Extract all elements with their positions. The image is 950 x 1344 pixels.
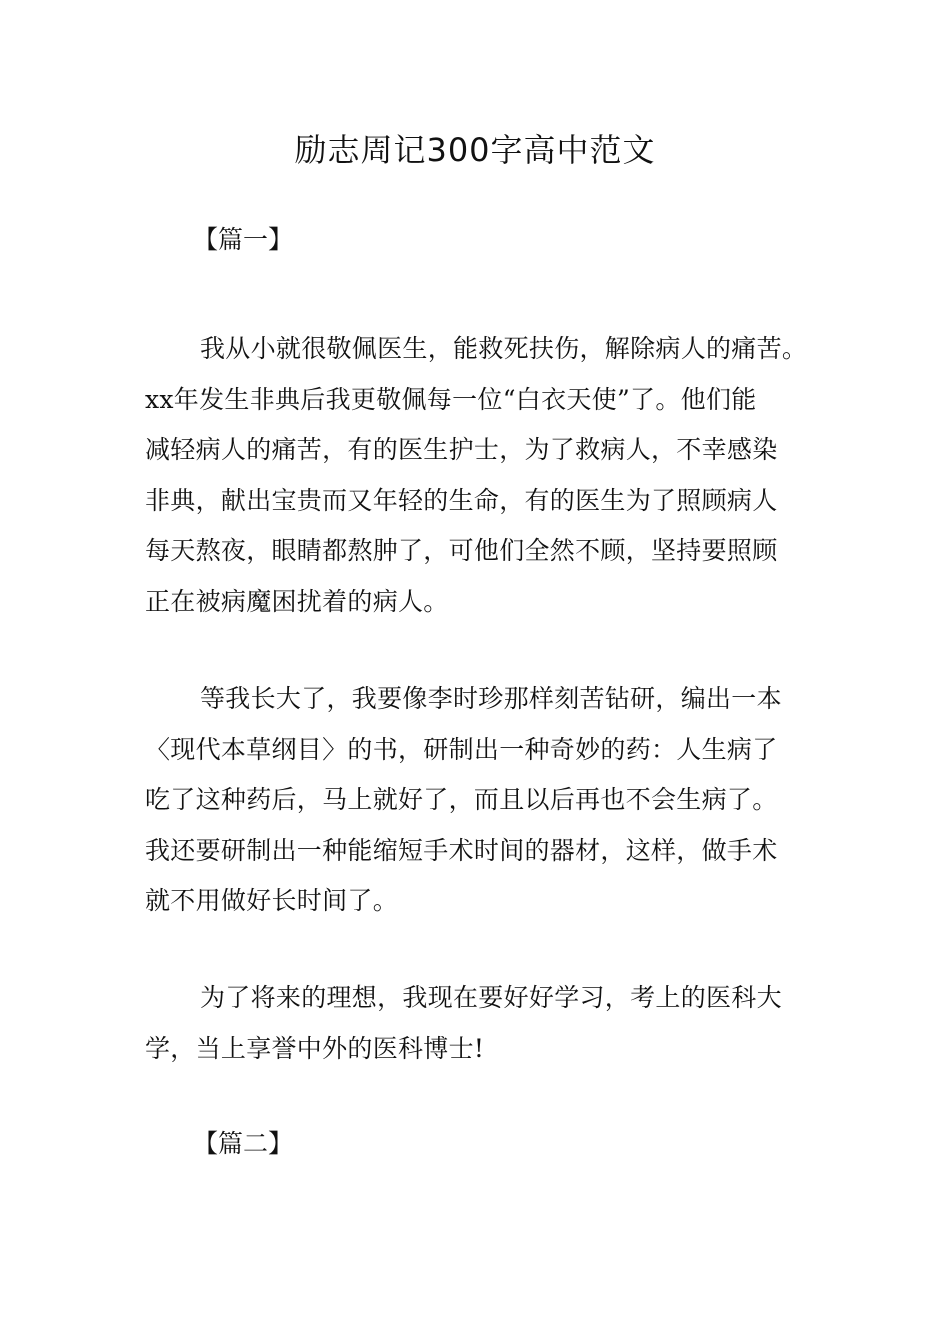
section-heading-2: 【篇二】 — [193, 1129, 294, 1158]
paragraph-line: 每天熬夜，眼睛都熬肿了，可他们全然不顾，坚持要照顾 — [145, 536, 778, 565]
paragraph-line: 我从小就很敬佩医生，能救死扶伤，解除病人的痛苦。 — [200, 334, 808, 363]
paragraph-line: 为了将来的理想，我现在要好好学习，考上的医科大 — [200, 983, 782, 1012]
paragraph-line: 我还要研制出一种能缩短手术时间的器材，这样，做手术 — [145, 835, 778, 865]
paragraph-line: 非典，献出宝贵而又年轻的生命，有的医生为了照顾病人 — [145, 485, 778, 515]
paragraph-line: 吃了这种药后，马上就好了，而且以后再也不会生病了。 — [145, 785, 778, 814]
paragraph-3 — [145, 973, 835, 1074]
paragraph-line: xx年发生非典后我更敬佩每一位“白衣天使”了。他们能 — [145, 384, 757, 414]
paragraph-1 — [145, 324, 835, 627]
paragraph-line: 等我长大了，我要像李时珍那样刻苦钻研，编出一本 — [200, 684, 782, 713]
section-heading-1: 【篇一】 — [193, 225, 294, 254]
paragraph-line: 正在被病魔困扰着的病人。 — [145, 586, 449, 616]
paragraph-line: 学，当上享誉中外的医科博士! — [145, 1033, 485, 1063]
paragraph-line: 就不用做好长时间了。 — [145, 886, 399, 915]
document-title: 励志周记300字高中范文 — [294, 131, 656, 169]
paragraph-line: 〈现代本草纲目〉的书，研制出一种奇妙的药：人生病了 — [145, 734, 778, 764]
paragraph-line: 减轻病人的痛苦，有的医生护士，为了救病人，不幸感染 — [145, 435, 778, 464]
paragraph-2 — [145, 674, 835, 927]
